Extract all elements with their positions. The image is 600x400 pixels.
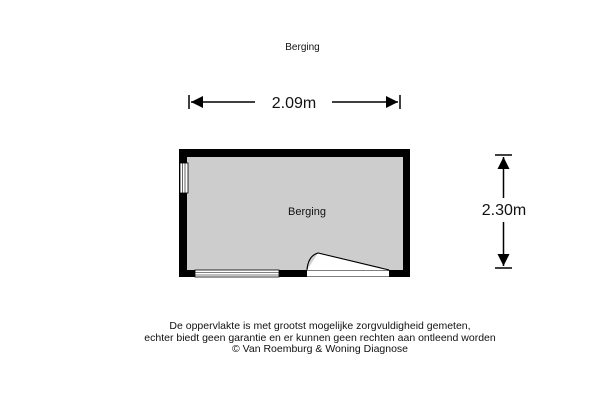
disclaimer-line-1: De oppervlakte is met grootst mogelijke zorgvuldigheid gemeten, [169,320,471,332]
copyright-line: © Van Roemburg & Woning Diagnose [231,343,409,355]
wall-right [403,149,410,277]
height-label: 2.30m [481,202,527,219]
room-berging [179,149,410,277]
height-dimension [482,155,526,268]
wall-bottom-right [389,270,410,277]
width-label: 2.09m [271,95,317,112]
window-left [180,163,188,193]
width-dimension [189,95,400,112]
plan-title: Berging [285,42,320,53]
wall-bottom-middle [279,270,307,277]
window-bottom [195,270,279,277]
disclaimer [0,321,600,356]
wall-bottom-left [179,270,195,277]
disclaimer-line-2: echter biedt geen garantie en er kunnen geen rechten aan ontleend worden [144,331,496,344]
wall-top [179,149,410,157]
room-label: Berging [288,206,326,218]
